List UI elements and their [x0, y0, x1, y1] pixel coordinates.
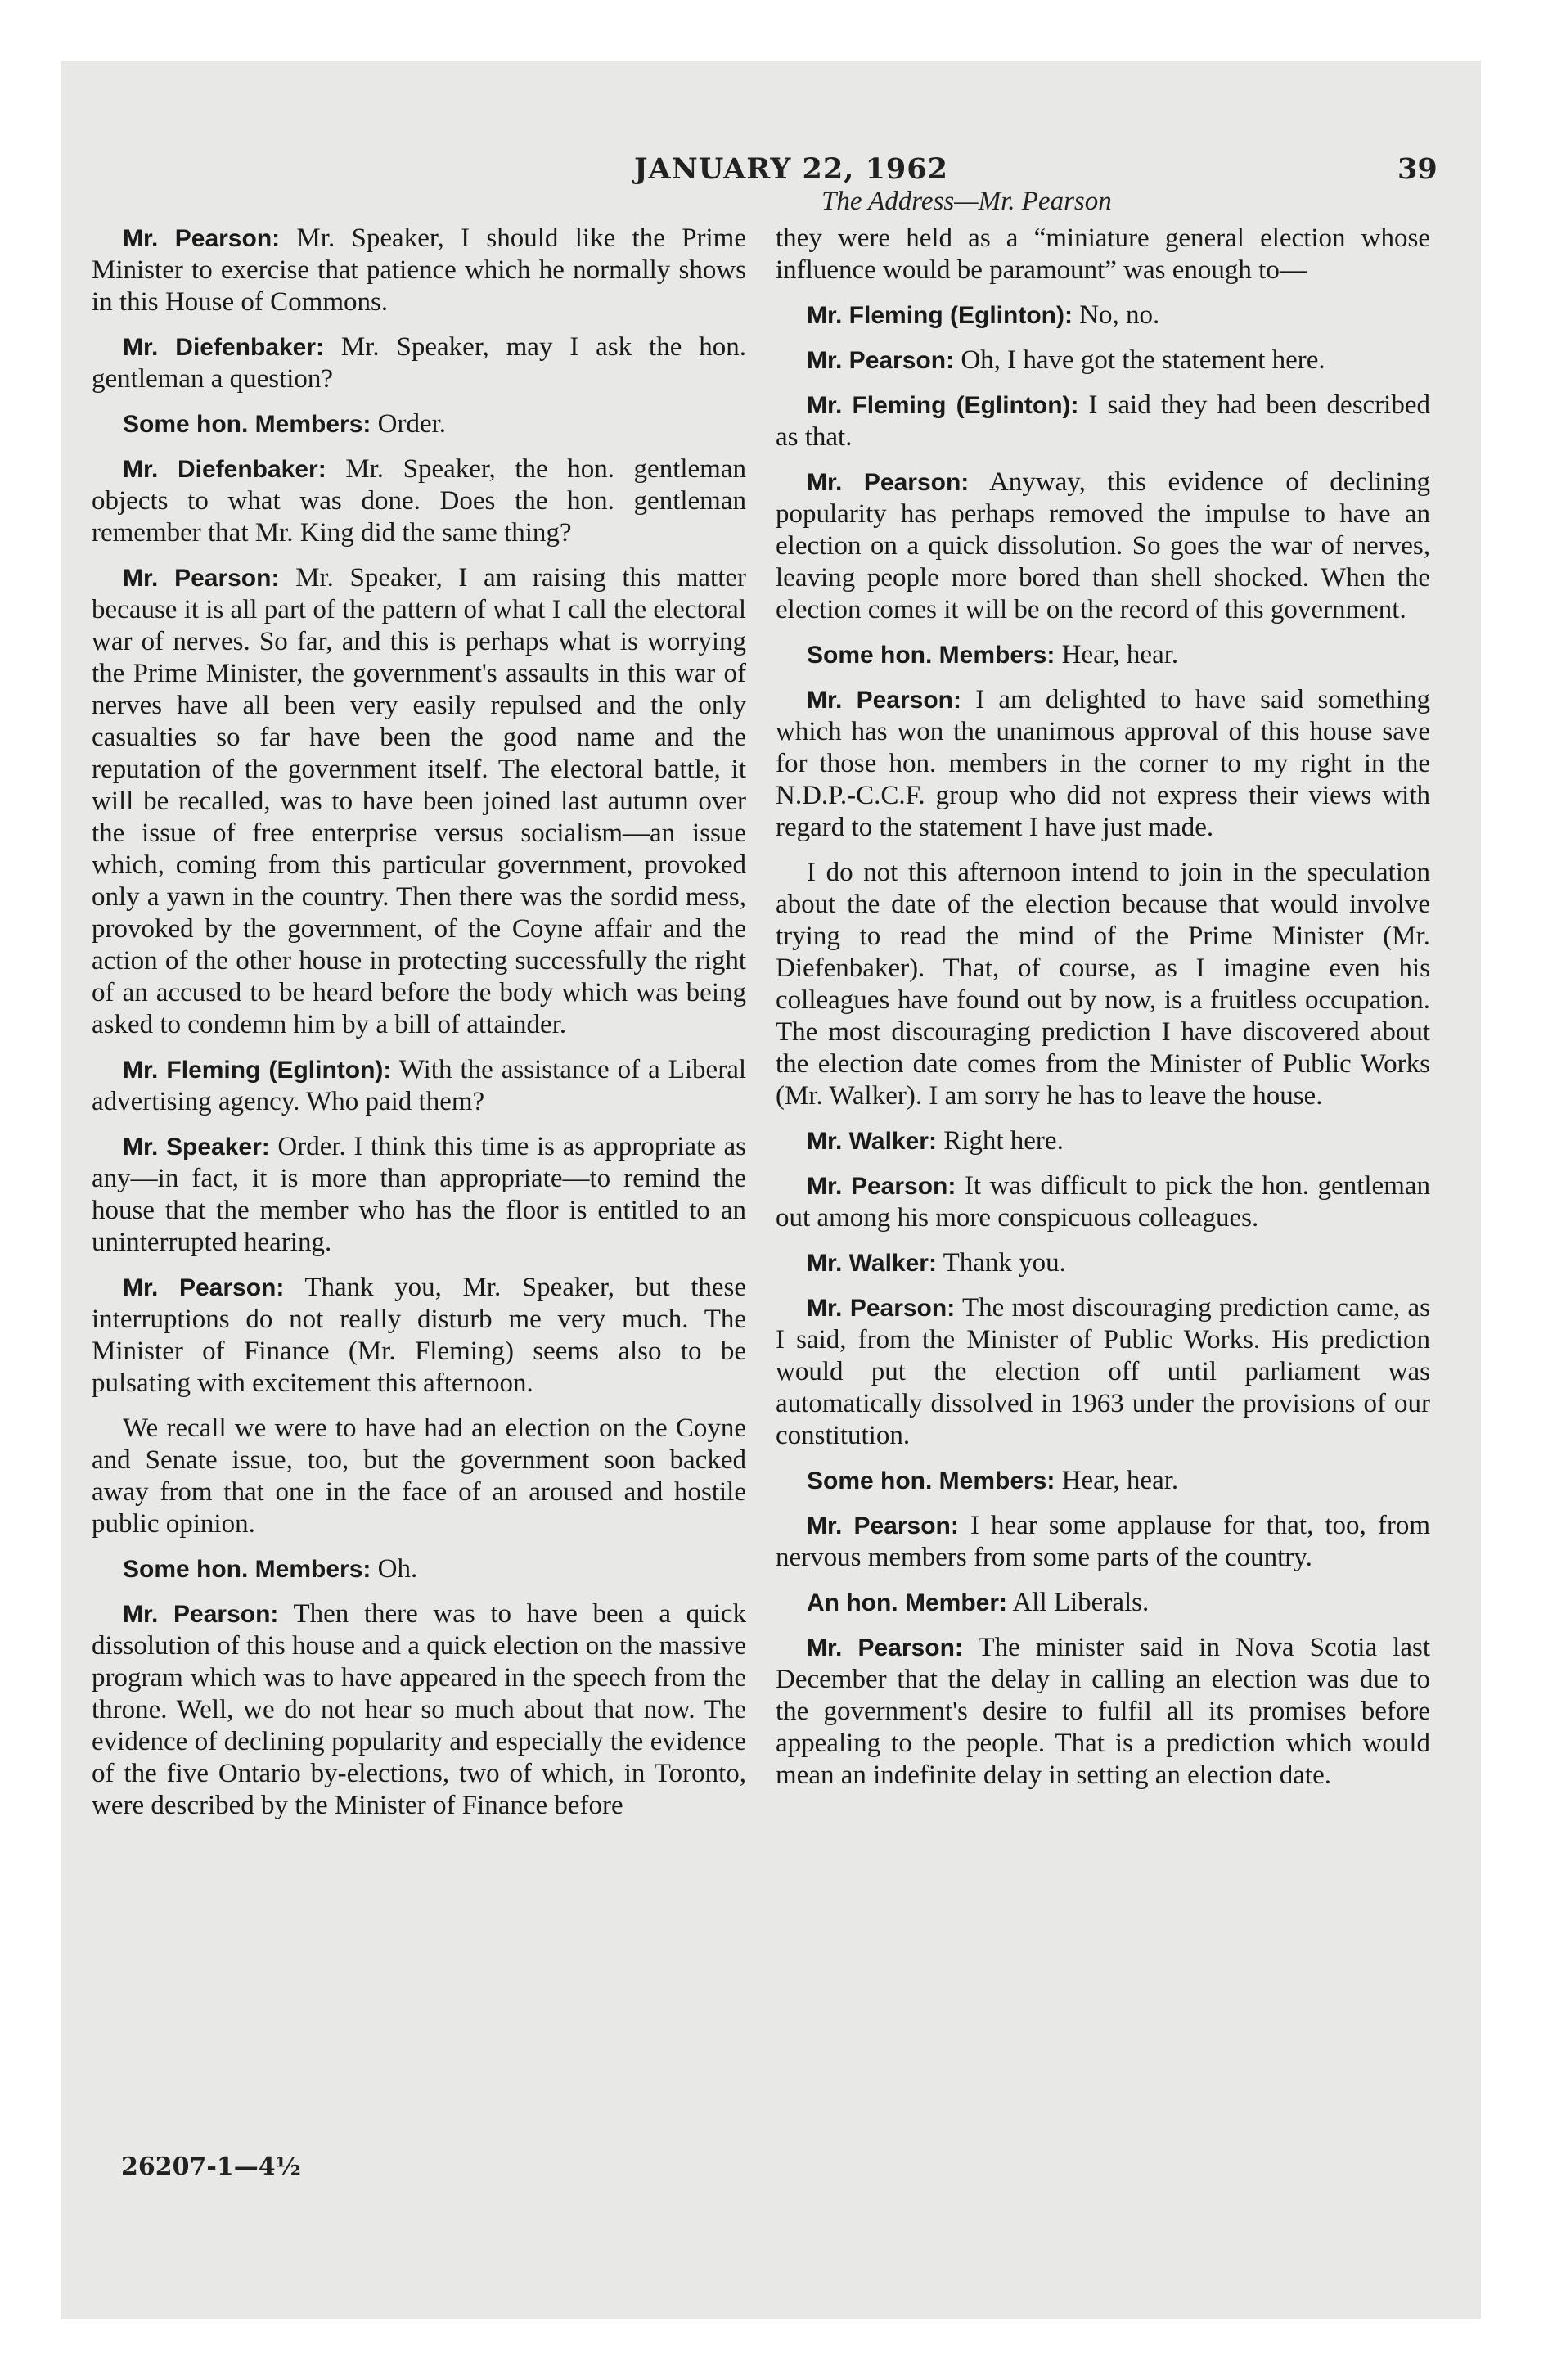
left-column: [92, 223, 746, 1835]
speaker-name: Mr. Pearson:: [123, 1274, 285, 1301]
speech-paragraph: [776, 1587, 1430, 1619]
speech-text: Right here.: [943, 1126, 1064, 1156]
speaker-name: Mr. Pearson:: [807, 1173, 956, 1200]
speech-paragraph: [92, 1413, 746, 1540]
speech-paragraph: [776, 300, 1430, 331]
speech-paragraph: [776, 390, 1430, 453]
speech-paragraph: [92, 1272, 746, 1400]
speaker-name: Mr. Pearson:: [807, 687, 961, 714]
speech-text: Mr. Speaker, I am raising this matter because it is all part of the pattern of what I call the electoral war of nerves. So far, and this is perhaps what is worrying the Prime Minister, the government's assaults in this war of nerves have all been very easily repulsed and the only casualties so far have been the good name and the reputation of the government itself. The electoral battle, it will be recalled, was to have been joined last autumn over the issue of free enterprise versus socialism—an issue which, coming from this particular government, provoked only a yawn in the country. Then there was the sordid mess, provoked by the government, of the Coyne affair and the action of the other house in protecting successfully the right of an accused to be heard before the body which was being asked to condemn him by a bill of attainder.: [92, 563, 746, 1039]
speech-text: Mr. Speaker, I should like the Prime Minister to exercise that patience which he normally shows in this House of Commons.: [92, 223, 747, 317]
speech-text: It was difficult to pick the hon. gentleman out among his more conspicuous colleagues.: [776, 1171, 1431, 1233]
speech-paragraph: [776, 1292, 1430, 1452]
speech-text: I am delighted to have said something which has won the unanimous approval of this house save for those hon. members in the corner to my right in the N.D.P.-C.C.F. group who did not express their views with regard to the statement I have just made.: [776, 685, 1431, 842]
speech-text: I do not this afternoon intend to join in the speculation about the date of the election because that would involve trying to read the mind of the Prime Minister (Mr. Diefenbaker). That, of course, as I imagine even his colleagues have found out by now, is a fruitless occupation. The most discouraging prediction I have discovered about the election date comes from the Minister of Public Works (Mr. Walker). I am sorry he has to leave the house.: [776, 858, 1430, 1111]
speech-text: Anyway, this evidence of declining popularity has perhaps removed the impulse to have an election on a quick dissolution. So goes the war of nerves, leaving people more bored than shell shocked. When the election comes it will be on the record of this government.: [776, 467, 1430, 624]
speech-paragraph: [776, 1465, 1430, 1497]
speaker-name: Mr. Pearson:: [123, 565, 280, 592]
speech-paragraph: [776, 857, 1430, 1112]
speech-paragraph: [92, 223, 746, 318]
speech-text: Thank you.: [943, 1248, 1066, 1278]
speaker-name: An hon. Member:: [807, 1589, 1007, 1616]
speech-text: Hear, hear.: [1061, 1466, 1179, 1495]
speaker-name: Mr. Pearson:: [807, 1295, 956, 1322]
speaker-name: Mr. Fleming (Eglinton):: [807, 302, 1073, 329]
speaker-name: Mr. Fleming (Eglinton):: [807, 392, 1079, 419]
speech-paragraph: [92, 453, 746, 549]
speech-text: With the assistance of a Liberal advertising agency. Who paid them?: [92, 1055, 747, 1116]
speech-text: Mr. Speaker, the hon. gentleman objects to what was done. Does the hon. gentleman remember that Mr. King did the same thing?: [92, 454, 746, 548]
speech-paragraph: [92, 562, 746, 1041]
speaker-name: Mr. Pearson:: [123, 225, 281, 252]
page-number: 39: [1397, 152, 1438, 186]
speech-paragraph: [776, 223, 1430, 286]
speech-text: Hear, hear.: [1061, 640, 1179, 669]
speaker-name: Mr. Pearson:: [123, 1601, 279, 1628]
speech-paragraph: [776, 467, 1430, 626]
speech-paragraph: [776, 639, 1430, 671]
speech-paragraph: [92, 331, 746, 395]
speaker-name: Mr. Diefenbaker:: [123, 456, 326, 483]
speech-text: No, no.: [1079, 300, 1160, 330]
speech-text: Oh, I have got the statement here.: [961, 345, 1325, 375]
speech-text: I hear some applause for that, too, from nervous members from some parts of the country.: [776, 1511, 1430, 1572]
speech-text: Mr. Speaker, may I ask the hon. gentleman a question?: [92, 332, 746, 394]
speaker-name: Mr. Walker:: [807, 1128, 937, 1155]
speaker-name: Mr. Pearson:: [807, 1634, 963, 1661]
speaker-name: Some hon. Members:: [123, 411, 371, 438]
speech-paragraph: [776, 1170, 1430, 1234]
speech-text: The most discouraging prediction came, as I said, from the Minister of Public Works. His prediction would put the election off until parliament was automatically dissolved in 1963 under the provisions of our constitution.: [776, 1293, 1431, 1450]
speaker-name: Mr. Pearson:: [807, 1512, 959, 1539]
speaker-name: Some hon. Members:: [807, 1467, 1055, 1494]
speaker-name: Mr. Pearson:: [807, 347, 955, 374]
speaker-name: Mr. Walker:: [807, 1250, 937, 1277]
speech-text: Then there was to have been a quick dissolution of this house and a quick election on the massive program which was to have appeared in the speech from the throne. Well, we do not hear so much about that now. The evidence of declining popularity and especially the evidence of the five Ontario by-elections, two of which, in Toronto, were described by the Minister of Finance before: [92, 1599, 746, 1820]
speech-text: I said they had been described as that.: [776, 390, 1430, 452]
speaker-name: Mr. Speaker:: [123, 1134, 270, 1161]
speaker-name: Mr. Pearson:: [807, 469, 970, 496]
speech-paragraph: [92, 1131, 746, 1259]
page-date: JANUARY 22, 1962: [634, 152, 948, 186]
speech-paragraph: [92, 1054, 746, 1118]
speech-text: Order. I think this time is as appropriate as any—in fact, it is more than appropriate—to remind the house that the member who has the floor is entitled to an uninterrupted hearing.: [92, 1132, 747, 1257]
speaker-name: Mr. Fleming (Eglinton):: [123, 1057, 392, 1084]
speech-text: Oh.: [377, 1554, 418, 1584]
speech-text: We recall we were to have had an election on the Coyne and Senate issue, too, but the government soon backed away from that one in the face of an aroused and hostile public opinion.: [92, 1413, 746, 1539]
speech-paragraph: [776, 1247, 1430, 1279]
speech-paragraph: [776, 1632, 1430, 1792]
speech-text: All Liberals.: [1012, 1588, 1150, 1617]
speech-paragraph: [776, 1510, 1430, 1574]
speech-paragraph: [776, 1125, 1430, 1157]
right-column: [776, 223, 1430, 1805]
speaker-name: Some hon. Members:: [123, 1556, 371, 1583]
speech-text: they were held as a “miniature general election whose influence would be paramount” was enough to—: [776, 223, 1430, 285]
speech-text: The minister said in Nova Scotia last December that the delay in calling an election was due to the government's desire to fulfil all its promises before appealing to the people. That is a prediction which would mean an indefinite delay in setting an election date.: [776, 1633, 1431, 1790]
speech-paragraph: [92, 408, 746, 440]
printer-signature: 26207-1—4½: [121, 2152, 301, 2181]
speaker-name: Some hon. Members:: [807, 642, 1055, 669]
speech-paragraph: [92, 1553, 746, 1585]
speech-paragraph: [92, 1598, 746, 1822]
speech-paragraph: [776, 345, 1430, 376]
running-head: The Address—Mr. Pearson: [821, 187, 1112, 216]
speech-text: Thank you, Mr. Speaker, but these interruptions do not really disturb me very much. The Minister of Finance (Mr. Fleming) seems also to be pulsating with excitement this afternoon.: [92, 1273, 747, 1398]
speech-paragraph: [776, 684, 1430, 844]
speaker-name: Mr. Diefenbaker:: [123, 334, 325, 361]
speech-text: Order.: [377, 409, 447, 439]
